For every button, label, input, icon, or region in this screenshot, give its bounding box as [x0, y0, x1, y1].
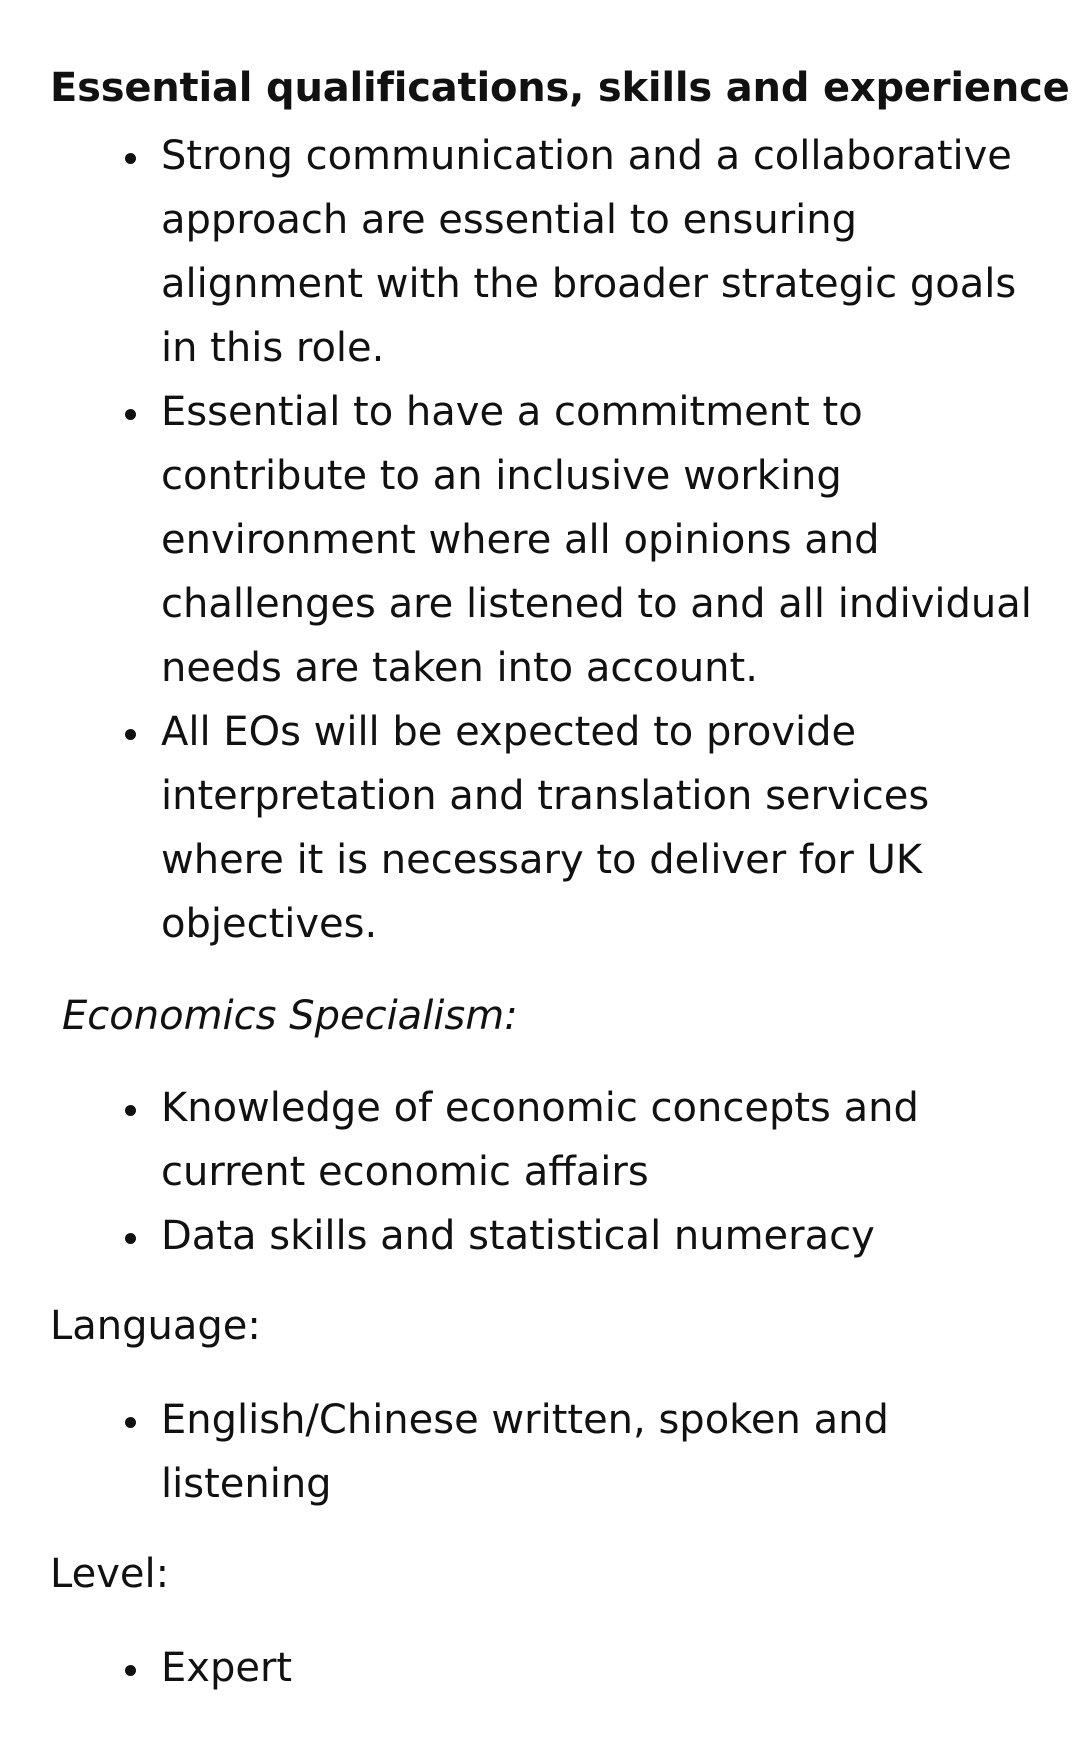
bullet-icon	[125, 1233, 136, 1244]
general-requirements-list	[50, 124, 1032, 956]
level-requirements-list	[50, 1636, 1032, 1700]
list-item-text: English/Chinese written, spoken and listening	[161, 1397, 889, 1507]
economics-specialism-label: Economics Specialism:	[62, 993, 518, 1039]
list-item-text: Knowledge of economic concepts and current economic affairs	[161, 1085, 919, 1195]
list-item	[161, 124, 1032, 380]
bullet-icon	[125, 1417, 136, 1428]
list-item-text: All EOs will be expected to provide interpretation and translation services where it is necessary to deliver for UK objectives.	[161, 709, 930, 947]
list-item-text: Essential to have a commitment to contribute to an inclusive working environment where all opinions and challenges are listened to and all individual needs are taken into account.	[161, 389, 1032, 691]
list-item	[161, 1388, 1032, 1516]
bullet-icon	[125, 409, 136, 420]
bullet-icon	[125, 1105, 136, 1116]
language-label: Language:	[50, 1303, 261, 1349]
list-item-text: Expert	[161, 1645, 293, 1691]
list-item	[161, 1636, 1032, 1700]
section-heading: Essential qualifications, skills and experience	[50, 65, 1070, 111]
list-item	[161, 1204, 1032, 1268]
list-item	[161, 380, 1032, 700]
language-requirements-list	[50, 1388, 1032, 1516]
list-item-text: Strong communication and a collaborative approach are essential to ensuring alignment with the broader strategic goals in this role.	[161, 133, 1017, 371]
list-item-text: Data skills and statistical numeracy	[161, 1213, 875, 1259]
level-label: Level:	[50, 1551, 170, 1597]
list-item	[161, 1076, 1032, 1204]
bullet-icon	[125, 1665, 136, 1676]
economics-requirements-list	[50, 1076, 1032, 1268]
bullet-icon	[125, 153, 136, 164]
list-item	[161, 700, 1032, 956]
bullet-icon	[125, 729, 136, 740]
